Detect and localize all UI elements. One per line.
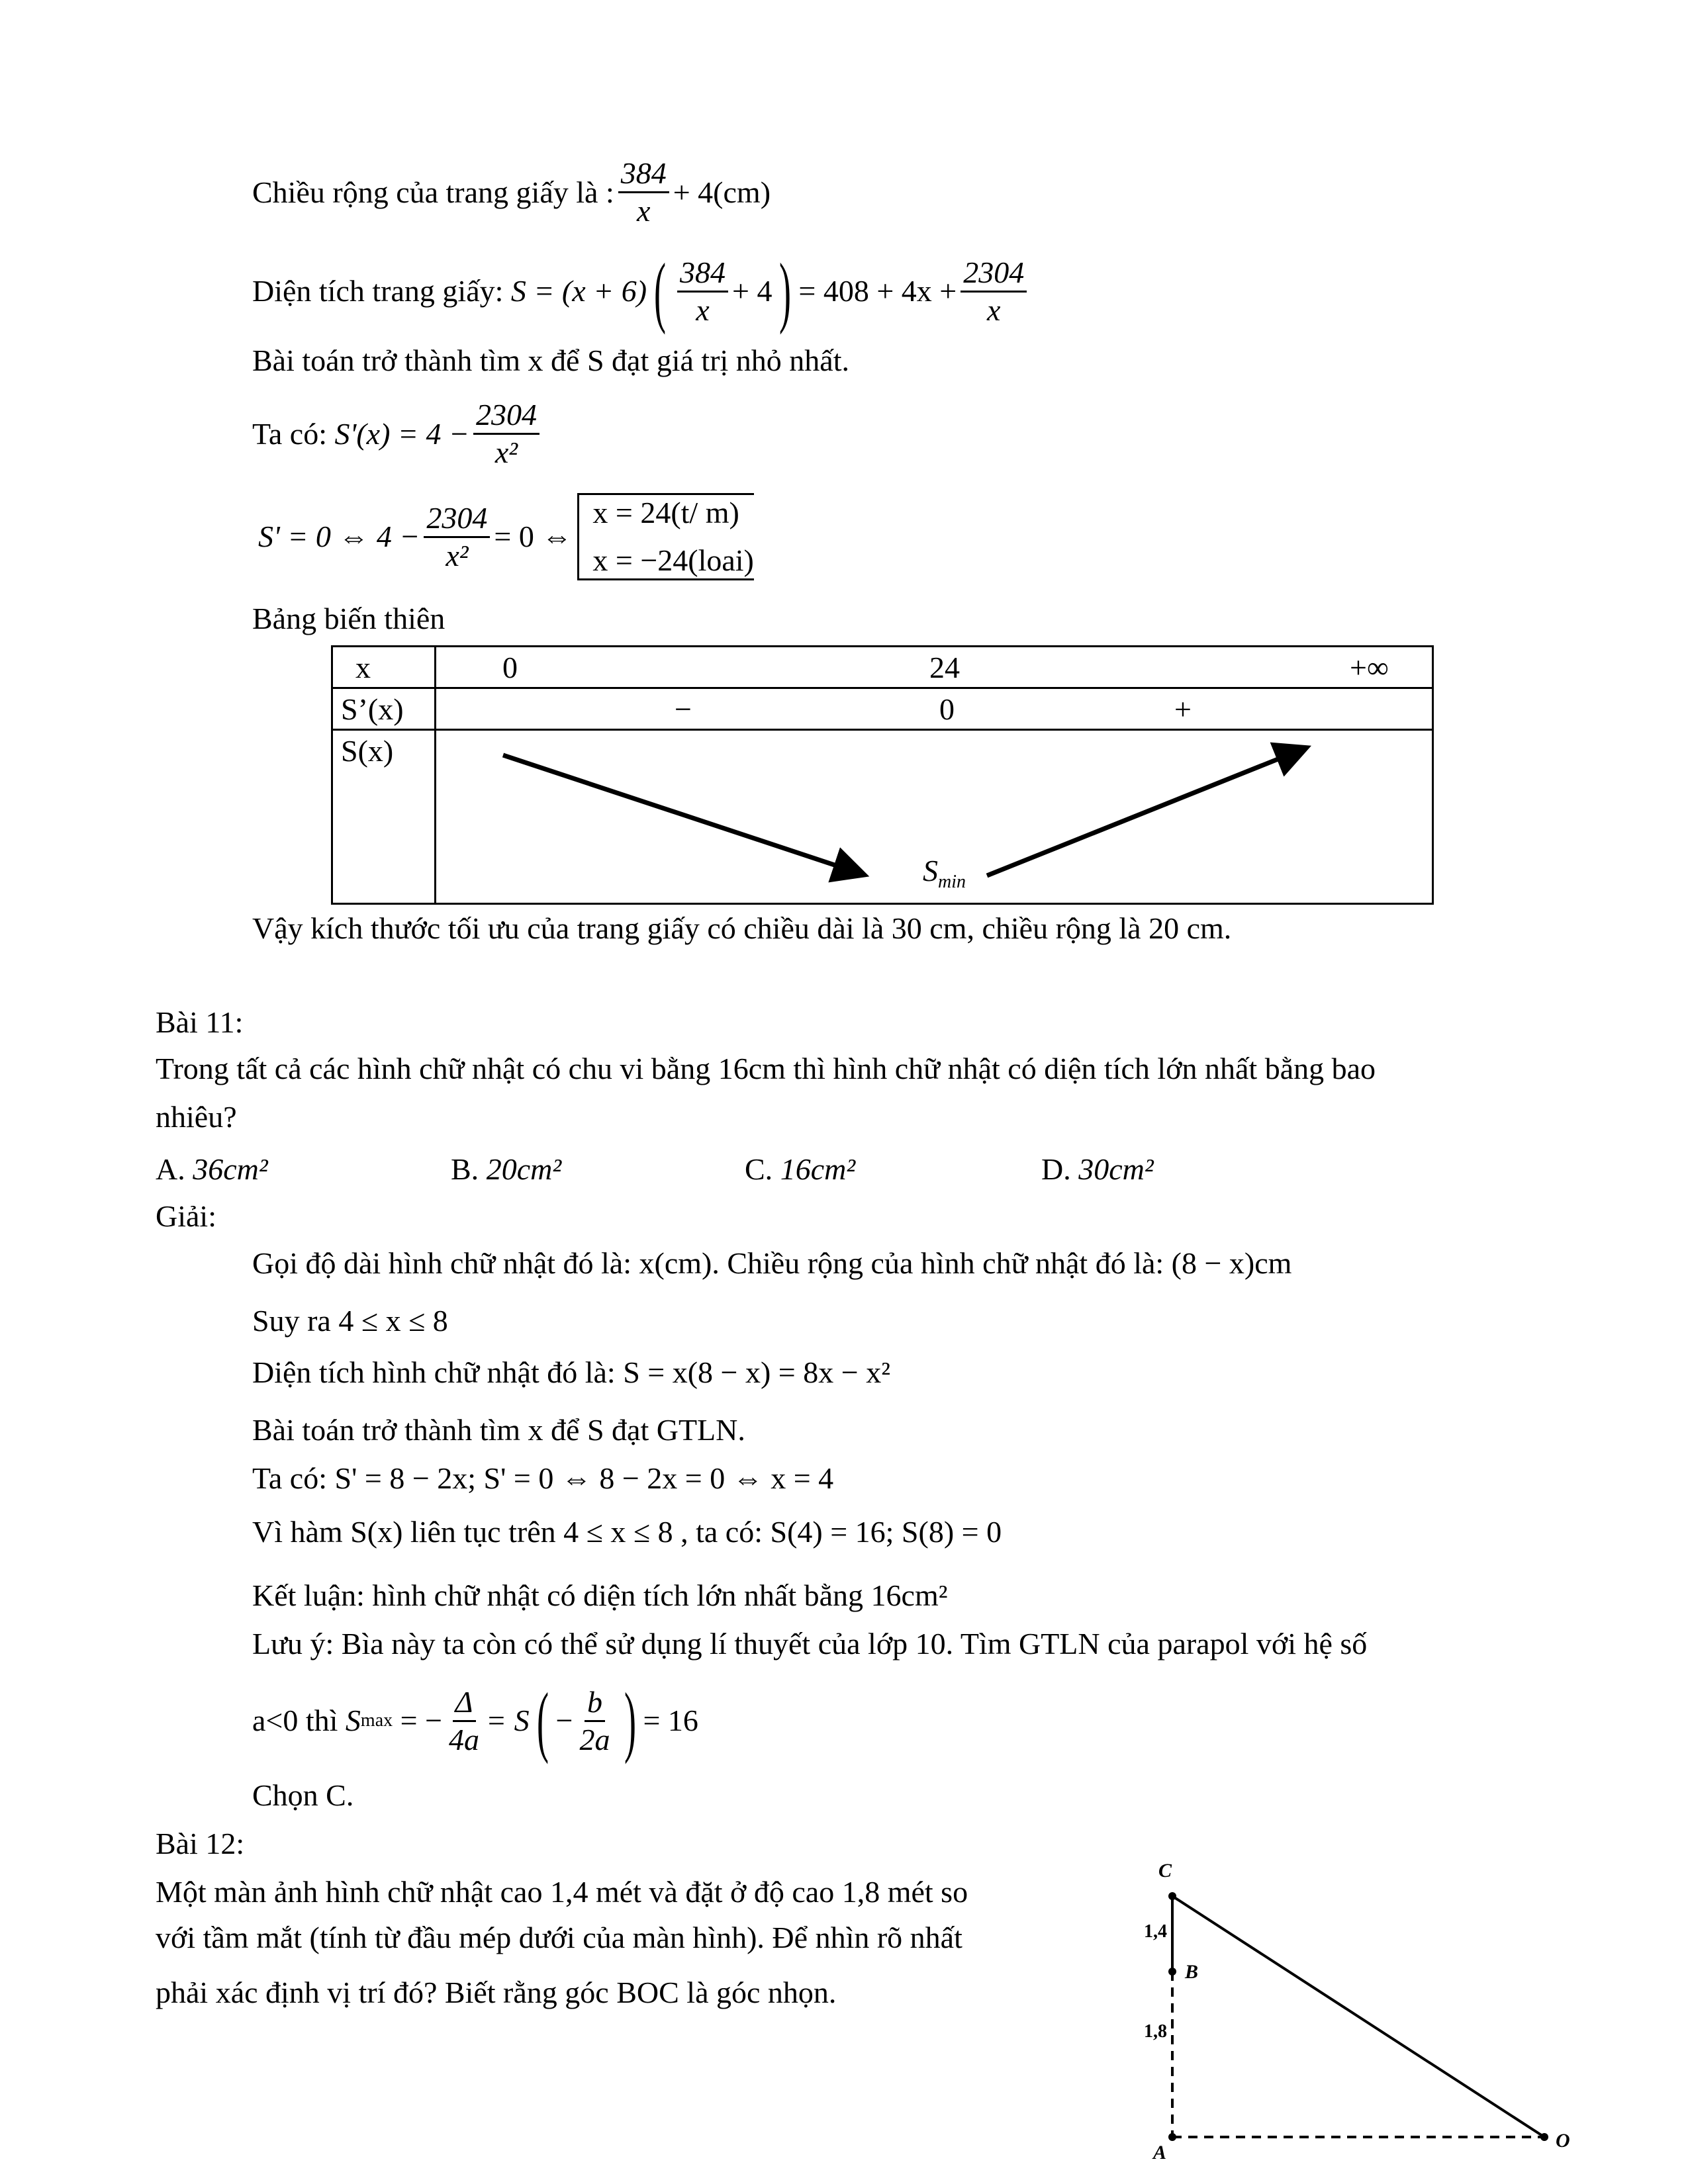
- question-text: nhiêu?: [156, 1100, 237, 1134]
- label-c: C: [1158, 1860, 1172, 1882]
- solution-step: Ta có: S' = 8 − 2x; S' = 0 ⇔ 8 − 2x = 0 ⇔ x = 4: [252, 1461, 834, 1495]
- paren: ): [779, 247, 792, 335]
- solution-step: Vì hàm S(x) liên tục trên 4 ≤ x ≤ 8 , ta có: S(4) = 16; S(8) = 0: [252, 1515, 1002, 1549]
- solution-step: Lưu ý: Bìa này ta còn có thể sử dụng lí thuyết của lớp 10. Tìm GTLN của parapol với hệ số: [252, 1627, 1368, 1661]
- math: = 0 ⇔: [494, 520, 573, 553]
- denominator: 2a: [579, 1722, 610, 1756]
- denominator: x²: [445, 538, 469, 572]
- text: a<0 thì: [252, 1704, 338, 1737]
- solution-label: Giải:: [156, 1199, 216, 1233]
- math: + 4: [732, 274, 773, 308]
- cell: +: [1174, 692, 1192, 726]
- option-b[interactable]: [451, 1154, 561, 1185]
- row-label: S’(x): [341, 692, 404, 726]
- table-title: Bảng biến thiên: [252, 602, 445, 635]
- case: x = 24(t/ m): [592, 496, 739, 529]
- math: = −: [400, 1704, 443, 1737]
- option-c[interactable]: [745, 1154, 855, 1185]
- math: S' = 0 ⇔ 4 −: [258, 520, 420, 553]
- numerator: 2304: [961, 255, 1027, 293]
- denominator: x: [637, 194, 651, 228]
- option-d[interactable]: [1041, 1154, 1154, 1185]
- point-a: [1168, 2133, 1176, 2141]
- length-cb: 1,4: [1144, 1921, 1167, 1942]
- numerator: 2304: [424, 500, 490, 538]
- question-text: phải xác định vị trí đó? Biết rằng góc BOC là góc nhọn.: [156, 1976, 837, 2009]
- s: S: [923, 854, 938, 887]
- problem-text: Bài toán trở thành tìm x để S đạt giá trị nhỏ nhất.: [252, 343, 850, 377]
- point-o: [1540, 2133, 1548, 2141]
- conclusion-text: Vậy kích thước tối ưu của trang giấy có chiều dài là 30 cm, chiều rộng là 20 cm.: [252, 911, 1232, 945]
- vertex-formula: a<0 thì S max = − $\frac{\Delta}{4a}$ = S ( − $\frac{b}{2a}$ ) = 16: [252, 1676, 698, 1764]
- denominator: x: [696, 293, 710, 327]
- paren: (: [654, 247, 667, 335]
- text: Chiều rộng của trang giấy là :: [252, 175, 614, 209]
- solution-step: Diện tích hình chữ nhật đó là: S = x(8 − x) = 8x − x²: [252, 1355, 890, 1389]
- paren: (: [536, 1676, 549, 1764]
- numerator: 384: [677, 255, 728, 293]
- label: C.: [745, 1152, 773, 1186]
- cell: −: [675, 692, 692, 726]
- exercise-title: Bài 12:: [156, 1827, 245, 1860]
- math: = 16: [643, 1704, 698, 1737]
- fraction: [446, 1684, 482, 1758]
- numerator: Δ: [453, 1684, 476, 1722]
- segment-co: [1172, 1896, 1544, 2137]
- option-a[interactable]: [156, 1154, 268, 1185]
- paren: ): [624, 1676, 636, 1764]
- row-label: S(x): [341, 734, 394, 768]
- label-a: A: [1153, 2142, 1167, 2163]
- exercise-title: Bài 11:: [156, 1005, 244, 1039]
- question-text: Một màn ảnh hình chữ nhật cao 1,4 mét và đặt ở độ cao 1,8 mét so: [156, 1875, 968, 1909]
- label-o: O: [1556, 2130, 1570, 2152]
- cell: 0: [939, 692, 955, 726]
- increase-arrow: [987, 749, 1303, 876]
- point-c: [1168, 1892, 1176, 1900]
- math: S: [345, 1704, 361, 1737]
- row-label: x: [355, 651, 371, 684]
- text: Diện tích trang giấy:: [252, 274, 504, 308]
- fraction: [577, 1684, 613, 1758]
- value: 36cm²: [193, 1152, 268, 1186]
- label: A.: [156, 1152, 185, 1186]
- length-ba: 1,8: [1144, 2021, 1167, 2042]
- decrease-arrow: [503, 755, 861, 874]
- question-text: Trong tất cả các hình chữ nhật có chu vi bằng 16cm thì hình chữ nhật có diện tích lớn nhất bằng bao: [156, 1052, 1376, 1085]
- value: 20cm²: [486, 1152, 562, 1186]
- point-b: [1168, 1968, 1176, 1976]
- answer-text: Chọn C.: [252, 1778, 354, 1812]
- sub: max: [360, 1710, 393, 1731]
- label-b: B: [1185, 1961, 1199, 1983]
- question-text: với tầm mắt (tính từ đầu mép dưới của màn hình). Để nhìn rõ nhất: [156, 1921, 962, 1954]
- label: B.: [451, 1152, 479, 1186]
- numerator: 2304: [473, 397, 539, 435]
- solution-step: Bài toán trở thành tìm x để S đạt GTLN.: [252, 1413, 745, 1447]
- geometry-figure: [1168, 1892, 1548, 2141]
- sub: min: [938, 872, 966, 893]
- math: S = (x + 6): [510, 274, 647, 308]
- value: 16cm²: [780, 1152, 856, 1186]
- math: S'(x) = 4 −: [334, 416, 469, 451]
- label: D.: [1041, 1152, 1071, 1186]
- math: + 4(cm): [673, 175, 771, 209]
- cell: 24: [929, 651, 960, 684]
- solution-step: Suy ra 4 ≤ x ≤ 8: [252, 1304, 448, 1338]
- numerator: 384: [618, 156, 669, 193]
- solution-step: Kết luận: hình chữ nhật có diện tích lớn nhất bằng 16cm²: [252, 1578, 948, 1612]
- cell: 0: [502, 651, 518, 684]
- case: x = −24(loai): [592, 543, 754, 577]
- denominator: x²: [494, 435, 518, 469]
- numerator: b: [585, 1684, 605, 1722]
- denominator: 4a: [449, 1722, 480, 1756]
- cell: +∞: [1350, 651, 1389, 684]
- denominator: x: [987, 293, 1001, 327]
- math: = 408 + 4x +: [798, 274, 957, 308]
- math: = S: [486, 1704, 530, 1737]
- solution-step: Gọi độ dài hình chữ nhật đó là: x(cm). Chiều rộng của hình chữ nhật đó là: (8 − x)cm: [252, 1246, 1292, 1280]
- text: Ta có:: [252, 416, 328, 451]
- value: 30cm²: [1078, 1152, 1154, 1186]
